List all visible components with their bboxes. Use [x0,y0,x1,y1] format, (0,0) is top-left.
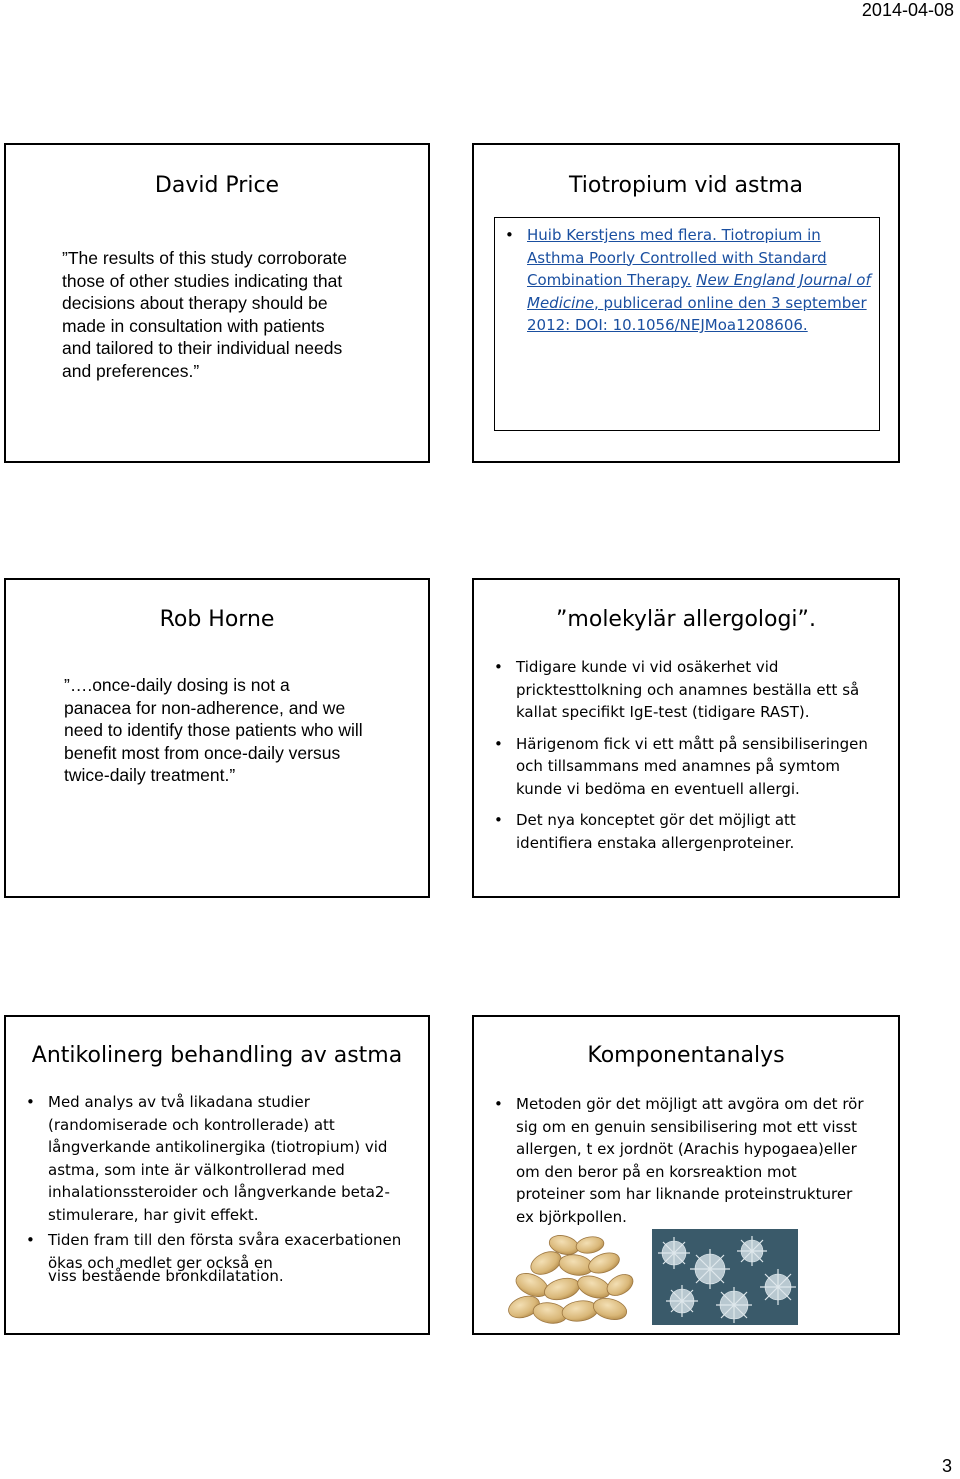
list-item [494,1093,894,1228]
slide-tiotropium [472,143,900,463]
bullet-icon: • [26,1093,35,1111]
item-line: pricktesttolkning och anamnes beställa ett så [516,680,860,699]
item-line: Tiden fram till den första svåra exacerbationen [48,1231,402,1249]
journal-link[interactable]: New England Journal of [696,271,871,289]
item-line: Tidigare kunde vi vid osäkerhet vid [516,658,779,676]
slide-rob-horne [4,578,430,898]
quote-line: made in consultation with patients [62,315,325,336]
peanut-image [502,1233,640,1327]
bullet-icon: • [494,1095,503,1113]
item-line: identifiera enstaka allergenproteiner. [516,833,795,852]
quote-line: and tailored to their individual needs [62,338,343,358]
list-item [26,1091,426,1226]
slide-title: Komponentanalys [587,1043,785,1068]
item-line: inhalationssteroider och långverkande beta2- [48,1183,390,1201]
list-item [494,656,894,724]
item-line: Metoden gör det möjligt att avgöra om det rör [516,1095,864,1113]
item-line: ökas och medlet ger också en [48,1253,273,1272]
slide-antikolinerg [4,1015,430,1335]
quote-line: decisions about therapy should be [62,293,328,313]
reference-link[interactable]: Combination Therapy. [527,271,692,289]
slide-title: Rob Horne [159,607,275,632]
reference-box [494,217,880,431]
reference-item [505,224,875,337]
slide-title: David Price [154,173,280,198]
bullet-icon: • [505,226,514,244]
page-number: 3 [941,1456,952,1476]
item-line: Härigenom fick vi ett mått på sensibiliseringen [516,734,868,753]
slide-title: ”molekylär allergologi”. [556,607,816,632]
bullet-icon: • [26,1231,35,1249]
header-date: 2014-04-08 [861,0,954,20]
list-item [494,809,894,854]
item-line: och tillsammans med anamnes på symtom [516,757,841,775]
item-line: allergen, t ex jordnöt (Arachis hypogaea)eller [516,1140,857,1158]
item-line: om den beror på en korsreaktion mot [516,1162,797,1181]
quote-line: ”The results of this study corroborate [62,248,347,268]
reference-link[interactable]: Huib Kerstjens med flera. Tiotropium in [527,226,821,244]
quote-line: and preferences.” [62,360,200,381]
quote-text [62,247,422,382]
slide-molekylar-allergologi [472,578,900,898]
item-line: Det nya konceptet gör det möjligt att [516,811,796,829]
reference-link[interactable]: Asthma Poorly Controlled with Standard [527,248,827,267]
quote-line: ”….once-daily dosing is not a [64,675,290,695]
slide-title: Antikolinerg behandling av astma [31,1043,403,1068]
item-line: (randomiserade och kontrollerade) att [48,1115,335,1134]
bullet-icon: • [494,658,503,676]
item-line: astma, som inte är välkontrollerad med [48,1160,345,1179]
item-line: stimulerare, har givit effekt. [48,1205,259,1224]
item-line: långverkande antikolinergika (tiotropium) vid [48,1138,388,1156]
slide-david-price [4,143,430,463]
birch-pollen-image [652,1229,798,1325]
continuation-text: viss bestående bronkdilatation. [48,1267,284,1285]
bullet-icon: • [494,734,503,753]
quote-text [64,674,424,787]
quote-line: panacea for non-adherence, and we [64,697,346,718]
quote-line: need to identify those patients who will [64,720,363,740]
journal-link[interactable]: Medicine [527,293,595,312]
reference-link[interactable]: , publicerad online den 3 september [594,293,867,312]
doi-link[interactable]: 2012: DOI: 10.1056/NEJMoa1208606. [527,316,808,334]
list-item [494,733,894,801]
item-line: sig om en genuin sensibilisering mot ett visst [516,1117,858,1136]
bullet-icon: • [494,811,503,829]
item-line: kunde vi bedöma en eventuell allergi. [516,779,800,798]
quote-line: benefit most from once-daily versus [64,742,341,763]
item-line: kallat specifikt IgE-test (tidigare RAST). [516,703,810,721]
slide-title: Tiotropium vid astma [569,173,803,198]
item-line: Med analys av två likadana studier [48,1093,310,1111]
item-line: ex björkpollen. [516,1207,627,1226]
item-line: proteiner som har liknande proteinstrukturer [516,1185,853,1203]
slide-komponentanalys [472,1015,900,1335]
quote-line: twice-daily treatment.” [64,765,236,785]
quote-line: those of other studies indicating that [62,270,343,291]
